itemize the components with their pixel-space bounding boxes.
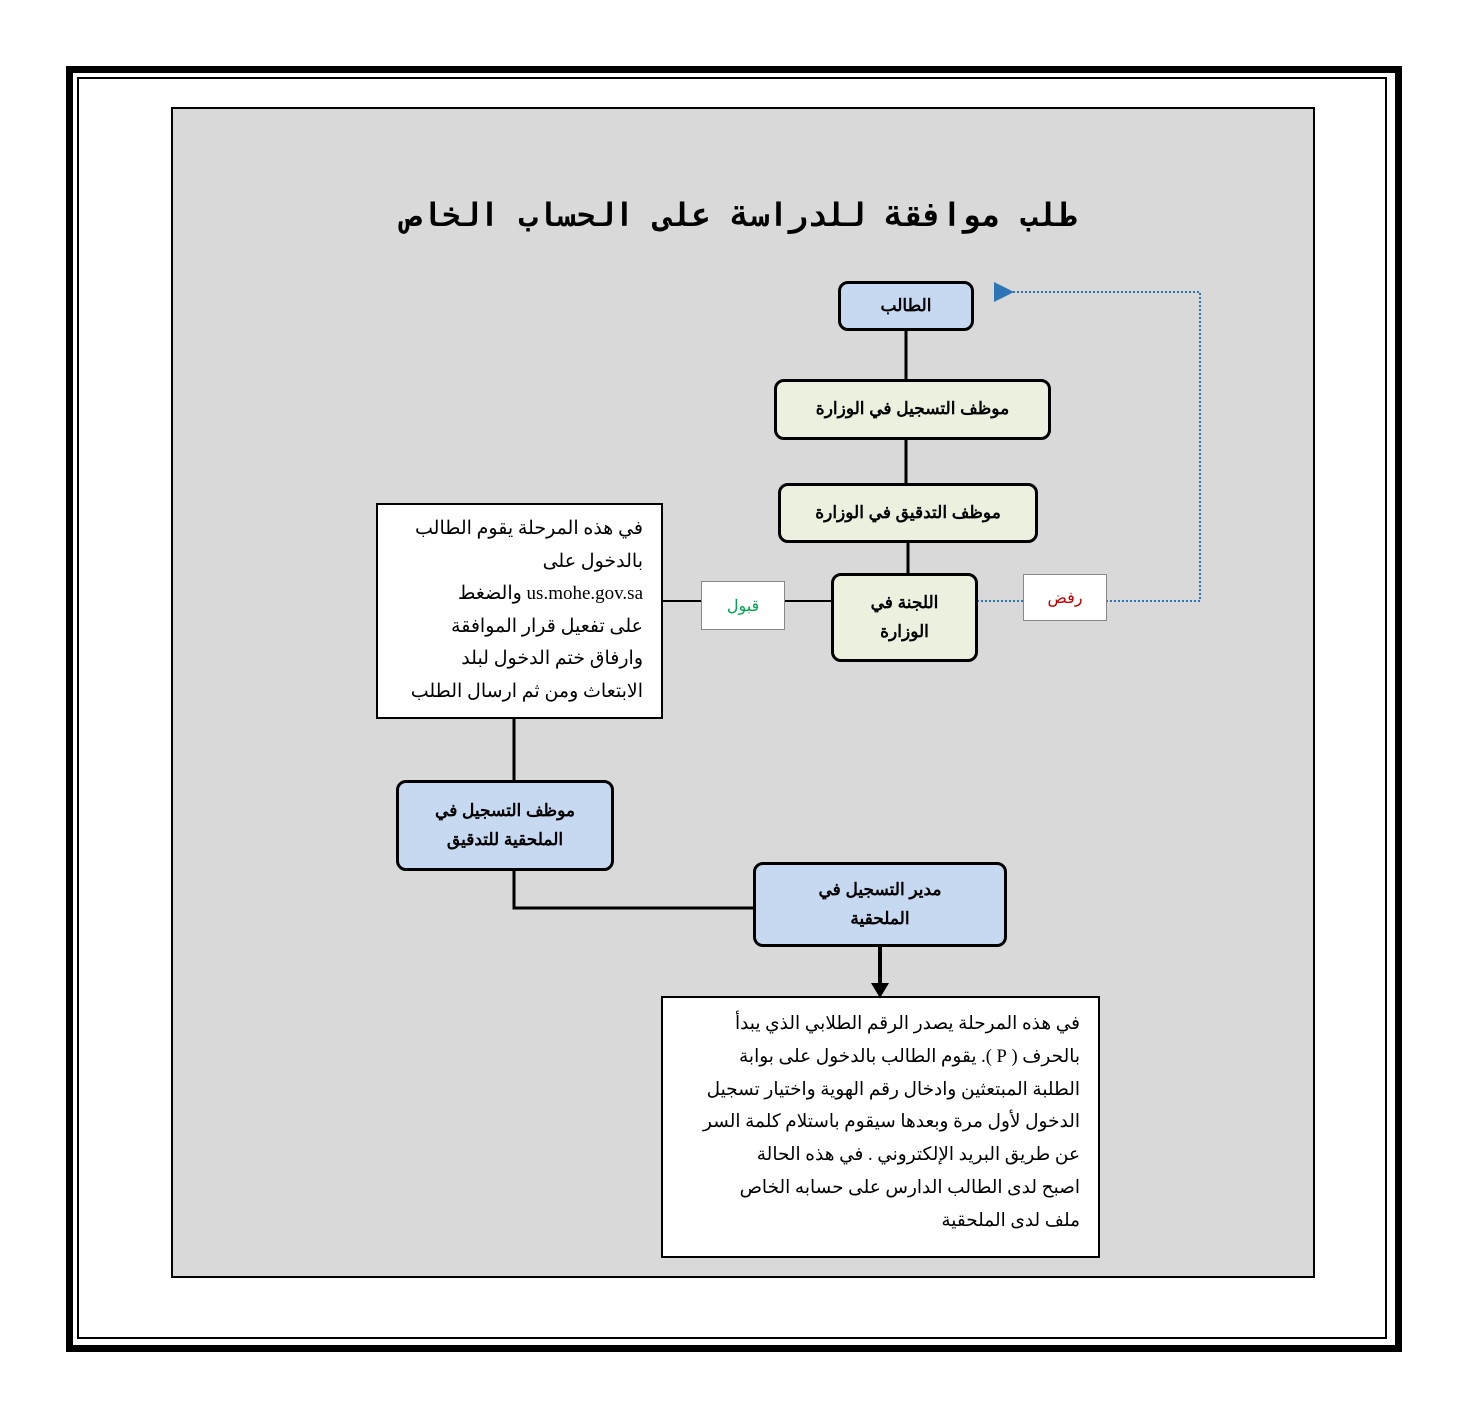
accept-label xyxy=(701,581,785,630)
node-attache-registration-line1: موظف التسجيل في xyxy=(435,800,575,820)
link-attache-manager xyxy=(514,870,754,908)
note-final-line: ملف لدى الملحقية xyxy=(941,1210,1080,1231)
note-login-line: الابتعاث ومن ثم ارسال الطلب xyxy=(410,680,643,702)
reject-label-text: رفض xyxy=(1047,589,1083,607)
note-final-line: اصبح لدى الطالب الدارس على حسابه الخاص xyxy=(739,1177,1080,1198)
node-attache-registration-line2: الملحقية للتدقيق xyxy=(446,829,564,849)
node-attache-manager-line1: مدير التسجيل في xyxy=(818,879,942,899)
note-final-line: في هذه المرحلة يصدر الرقم الطلابي الذي يبدأ xyxy=(734,1014,1080,1034)
node-student-label: الطالب xyxy=(880,295,932,315)
note-login-line: على تفعيل قرار الموافقة xyxy=(451,615,643,637)
note-final-line: عن طريق البريد الإلكتروني . في هذه الحالة xyxy=(756,1145,1080,1166)
note-final-step xyxy=(661,996,1100,1258)
node-ministry-committee-line2: الوزارة xyxy=(880,621,929,641)
node-ministry-committee-line1: اللجنة في xyxy=(870,592,939,612)
node-ministry-audit xyxy=(778,483,1038,543)
note-login-step xyxy=(376,503,663,719)
note-login-line: us.mohe.gov.sa والضغط xyxy=(457,583,643,604)
node-attache-manager-line2: الملحقية xyxy=(850,908,910,928)
note-login-line: في هذه المرحلة يقوم الطالب xyxy=(415,518,643,539)
note-login-line: بالدخول على xyxy=(542,550,643,572)
node-ministry-committee xyxy=(831,573,978,662)
diagram-title: طلب موافقة للدراسة على الحساب الخاص xyxy=(402,196,1078,234)
accept-label-text: قبول xyxy=(726,597,760,615)
note-final-line: الدخول لأول مرة وبعدها سيقوم باستلام كلمة السر xyxy=(703,1112,1080,1133)
node-ministry-audit-label: موظف التدقيق في الوزارة xyxy=(815,502,1001,522)
node-ministry-registration-label: موظف التسجيل في الوزارة xyxy=(815,399,1010,419)
node-attache-manager xyxy=(753,862,1007,947)
note-final-line: بالحرف ( P ). يقوم الطالب بالدخول على بوابة xyxy=(739,1046,1080,1067)
node-student xyxy=(838,281,974,331)
note-final-line: الطلبة المبتعثين وادخال رقم الهوية واختيار تسجيل xyxy=(706,1079,1080,1100)
note-login-line: وارفاق ختم الدخول لبلد xyxy=(461,648,643,669)
node-attache-registration xyxy=(396,780,614,871)
reject-label xyxy=(1023,574,1107,621)
reject-return-arrow xyxy=(1010,292,1200,601)
node-ministry-registration xyxy=(774,379,1051,440)
